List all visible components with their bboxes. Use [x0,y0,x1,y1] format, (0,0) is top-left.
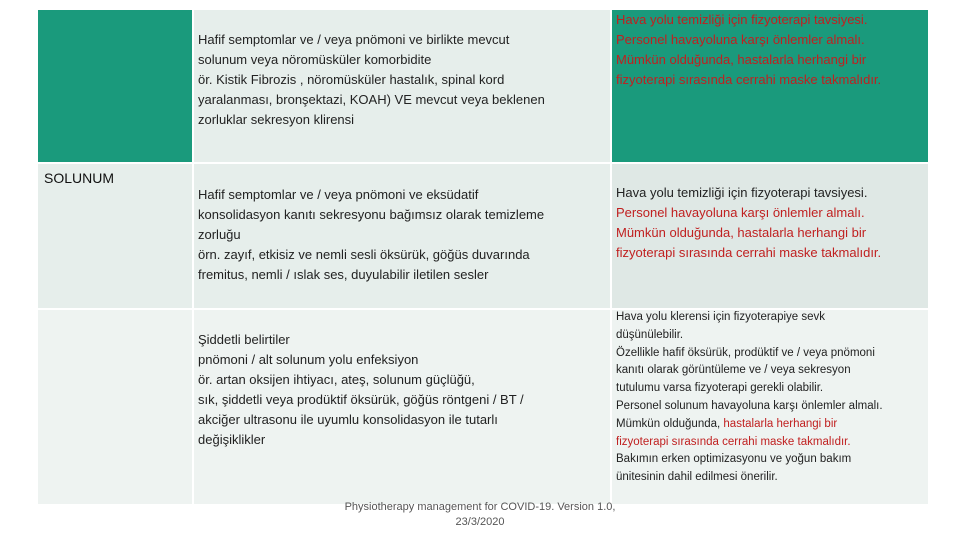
text-line-highlight: Mümkün olduğunda, hastalarla herhangi bir [616,225,867,240]
text-line: sık, şiddetli veya prodüktif öksürük, göğüs röntgeni / BT / [198,392,524,407]
text-line: yaralanması, bronşektazi, KOAH) VE mevcut veya beklenen [198,92,545,107]
section-label: SOLUNUM [44,170,115,186]
text-line: Özellikle hafif öksürük, prodüktif ve / veya pnömoni [616,346,875,359]
footer-date: 23/3/2020 [455,516,505,528]
text-line-highlight: Personel havayoluna karşı önlemler almalı. [616,205,865,220]
text-line: değişiklikler [198,432,266,447]
text-line-highlight: fizyoterapi sırasında cerrahi maske takmalıdır. [616,435,851,448]
table-cell-header-left [38,10,192,162]
text-line: Mümkün olduğunda, [616,417,724,430]
text-line: örn. zayıf, etkisiz ve nemli sesli öksürük, göğüs duvarında [198,247,530,262]
text-line: zorluklar sekresyon klirensi [198,112,355,127]
text-line: tutulumu varsa fizyoterapi gerekli olabilir. [616,382,824,395]
text-line: Hava yolu temizliği için fizyoterapi tavsiyesi. [616,185,868,200]
text-line: ünitesinin dahil edilmesi önerilir. [616,471,778,484]
text-line: fremitus, nemli / ıslak ses, duyulabilir iletilen sesler [198,267,489,282]
text-line: konsolidasyon kanıtı sekresyonu bağımsız olarak temizleme [198,207,545,222]
text-line: zorluğu [198,227,241,242]
table-cell-category-empty [38,310,192,504]
text-line: Bakımın erken optimizasyonu ve yoğun bakım [616,453,852,466]
slide-footer [330,500,630,530]
text-line: Hava yolu klerensi için fizyoterapiye sevk [616,311,826,323]
text-line: ör. Kistik Fibrozis , nöromüsküler hastalık, spinal kord [198,72,505,87]
text-line-highlight: fizyoterapi sırasında cerrahi maske takmalıdır. [616,245,882,260]
symptoms-text-1 [198,30,606,130]
text-line: Hafif semptomlar ve / veya pnömoni ve birlikte mevcut [198,32,510,47]
text-line: akciğer ultrasonu ile uyumlu konsolidasyon ile tutarlı [198,412,498,427]
footer-source: Physiotherapy management for COVID-19. Version 1.0, [344,501,616,513]
text-line: Mümkün olduğunda, hastalarla herhangi bir [616,52,867,67]
text-line: pnömoni / alt solunum yolu enfeksiyon [198,352,419,367]
text-line: Hafif semptomlar ve / veya pnömoni ve eksüdatif [198,187,479,202]
text-line-highlight: hastalarla herhangi bir [723,417,838,430]
text-line: düşünülebilir. [616,328,684,341]
text-line: Hava yolu temizliği için fizyoterapi tavsiyesi. [616,12,868,27]
text-line: fizyoterapi sırasında cerrahi maske takmalıdır. [616,72,882,87]
recommendation-text-1 [616,10,928,90]
text-line: Personel havayoluna karşı önlemler almalı. [616,32,865,47]
text-line: kanıtı olarak görüntüleme ve / veya sekresyon [616,364,851,377]
recommendation-text-3 [616,309,928,487]
text-line: solunum veya nöromüsküler komorbidite [198,52,432,67]
text-line: ör. artan oksijen ihtiyacı, ateş, solunum güçlüğü, [198,372,475,387]
symptoms-text-3 [198,330,606,450]
symptoms-text-2 [198,185,606,285]
text-line: Şiddetli belirtiler [198,332,290,347]
text-line: Personel solunum havayoluna karşı önlemler almalı. [616,399,883,412]
recommendation-text-2 [616,183,928,263]
